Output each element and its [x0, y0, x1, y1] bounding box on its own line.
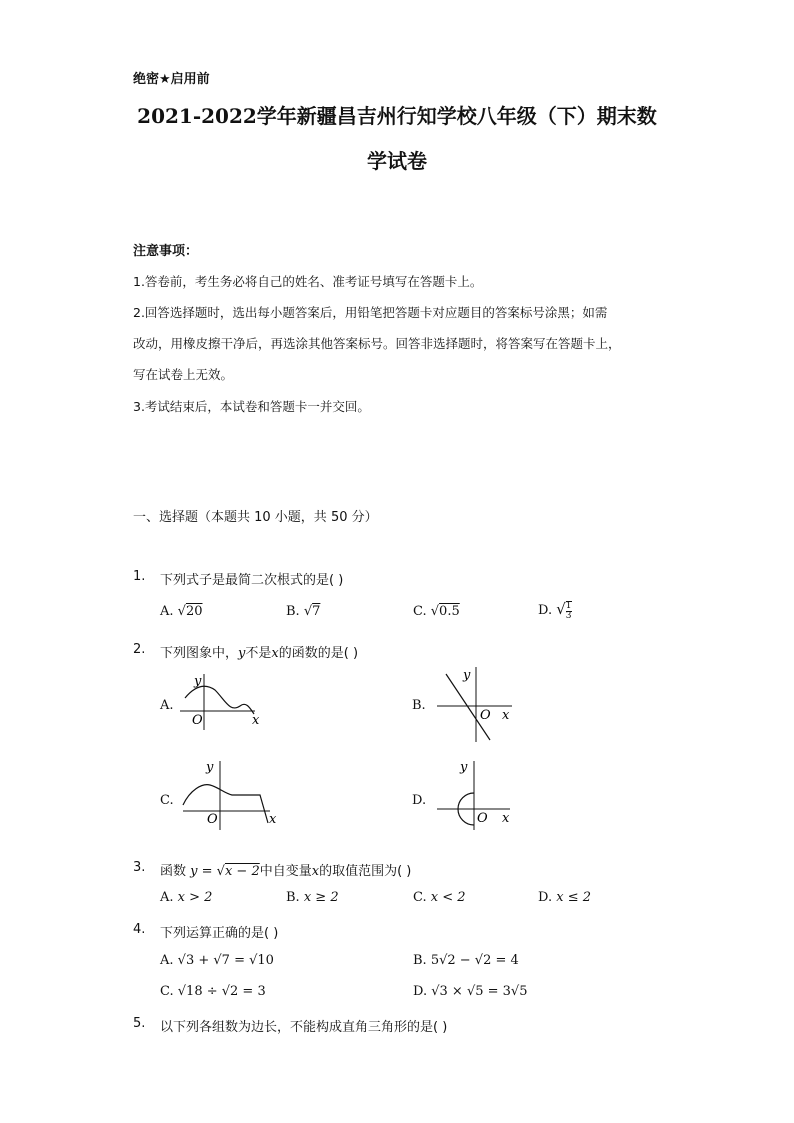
fraction-denominator: 3 — [565, 610, 572, 621]
radicand: 7 — [312, 604, 321, 619]
q3-option-b: B. x ≥ 2 — [286, 890, 339, 905]
q3-option-d: D. x ≤ 2 — [538, 890, 591, 905]
q1-option-c: C. √0.5 — [413, 604, 460, 619]
y-axis-label: y — [460, 760, 468, 775]
q2-graph-a — [180, 668, 280, 738]
radicand: 20 — [185, 604, 203, 619]
q2-graph-c — [180, 755, 290, 835]
question-2-text: 下列图象中，y不是x的函数的是( ) — [160, 646, 359, 661]
x-axis-label: x — [502, 708, 510, 723]
q1-option-a: A. √20 — [160, 604, 203, 619]
x-axis-label: x — [502, 811, 510, 826]
q1-option-b: B. √7 — [286, 604, 321, 619]
section-title: 一、选择题（本题共 10 小题，共 50 分） — [133, 510, 378, 525]
radicand: 0.5 — [439, 604, 460, 619]
option-label: B. — [286, 604, 300, 619]
q3-option-c: C. x < 2 — [413, 890, 466, 905]
exam-title-line1: 2021-2022学年新疆昌吉州行知学校八年级（下）期末数 — [137, 104, 657, 128]
option-label: C. — [413, 604, 427, 619]
notice-item-2-line1: 2.回答选择题时，选出每小题答案后，用铅笔把答题卡对应题目的答案标号涂黑；如需 — [133, 305, 608, 320]
question-5-text: 以下列各组数为边长，不能构成直角三角形的是( ) — [160, 1020, 448, 1035]
option-label: D. — [538, 603, 553, 618]
q2-option-b-label: B. — [412, 698, 426, 713]
q2-graph-b — [432, 662, 532, 747]
notice-item-2-line3: 写在试卷上无效。 — [133, 367, 234, 382]
question-4-number: 4. — [133, 922, 146, 937]
question-3-text: 函数 y = √x − 2中自变量x的取值范围为( ) — [160, 864, 412, 879]
exam-title-line2: 学试卷 — [367, 149, 427, 173]
confidential-mark: 绝密★启用前 — [133, 72, 210, 87]
q4-option-c: C. √18 ÷ √2 = 3 — [160, 984, 266, 999]
y-axis-label: y — [463, 668, 471, 683]
q2-graph-d — [432, 755, 532, 835]
origin-label: O — [480, 708, 491, 723]
origin-label: O — [477, 811, 488, 826]
function-radicand: x − 2 — [224, 864, 260, 879]
notice-heading: 注意事项： — [133, 244, 199, 259]
notice-item-3: 3.考试结束后，本试卷和答题卡一并交回。 — [133, 399, 370, 414]
q1-option-d: D. √ $\frac{1}{3}$ — [538, 600, 572, 621]
x-axis-label: x — [252, 713, 260, 728]
q4-option-a: A. √3 + √7 = √10 — [160, 953, 274, 968]
q4-option-b: B. 5√2 − √2 = 4 — [413, 953, 519, 968]
fraction-numerator: 1 — [565, 600, 572, 611]
question-1-number: 1. — [133, 569, 146, 584]
y-axis-label: y — [206, 760, 214, 775]
origin-label: O — [192, 713, 203, 728]
y-axis-label: y — [194, 674, 202, 689]
q4-option-d: D. √3 × √5 = 3√5 — [413, 984, 528, 999]
option-label: A. — [160, 604, 174, 619]
q2-option-c-label: C. — [160, 793, 174, 808]
q3-option-a: A. x > 2 — [160, 890, 213, 905]
notice-item-1: 1.答卷前，考生务必将自己的姓名、准考证号填写在答题卡上。 — [133, 274, 483, 289]
question-3-number: 3. — [133, 860, 146, 875]
q2-option-d-label: D. — [412, 793, 427, 808]
question-5-number: 5. — [133, 1016, 146, 1031]
x-axis-label: x — [269, 812, 277, 827]
function-lhs: y = — [190, 864, 217, 879]
q2-option-a-label: A. — [160, 698, 174, 713]
origin-label: O — [207, 812, 218, 827]
notice-item-2-line2: 改动，用橡皮擦干净后，再选涂其他答案标号。回答非选择题时，将答案写在答题卡上， — [133, 336, 621, 351]
question-2-number: 2. — [133, 642, 146, 657]
question-4-text: 下列运算正确的是( ) — [160, 926, 279, 941]
question-1-text: 下列式子是最简二次根式的是( ) — [160, 573, 344, 588]
